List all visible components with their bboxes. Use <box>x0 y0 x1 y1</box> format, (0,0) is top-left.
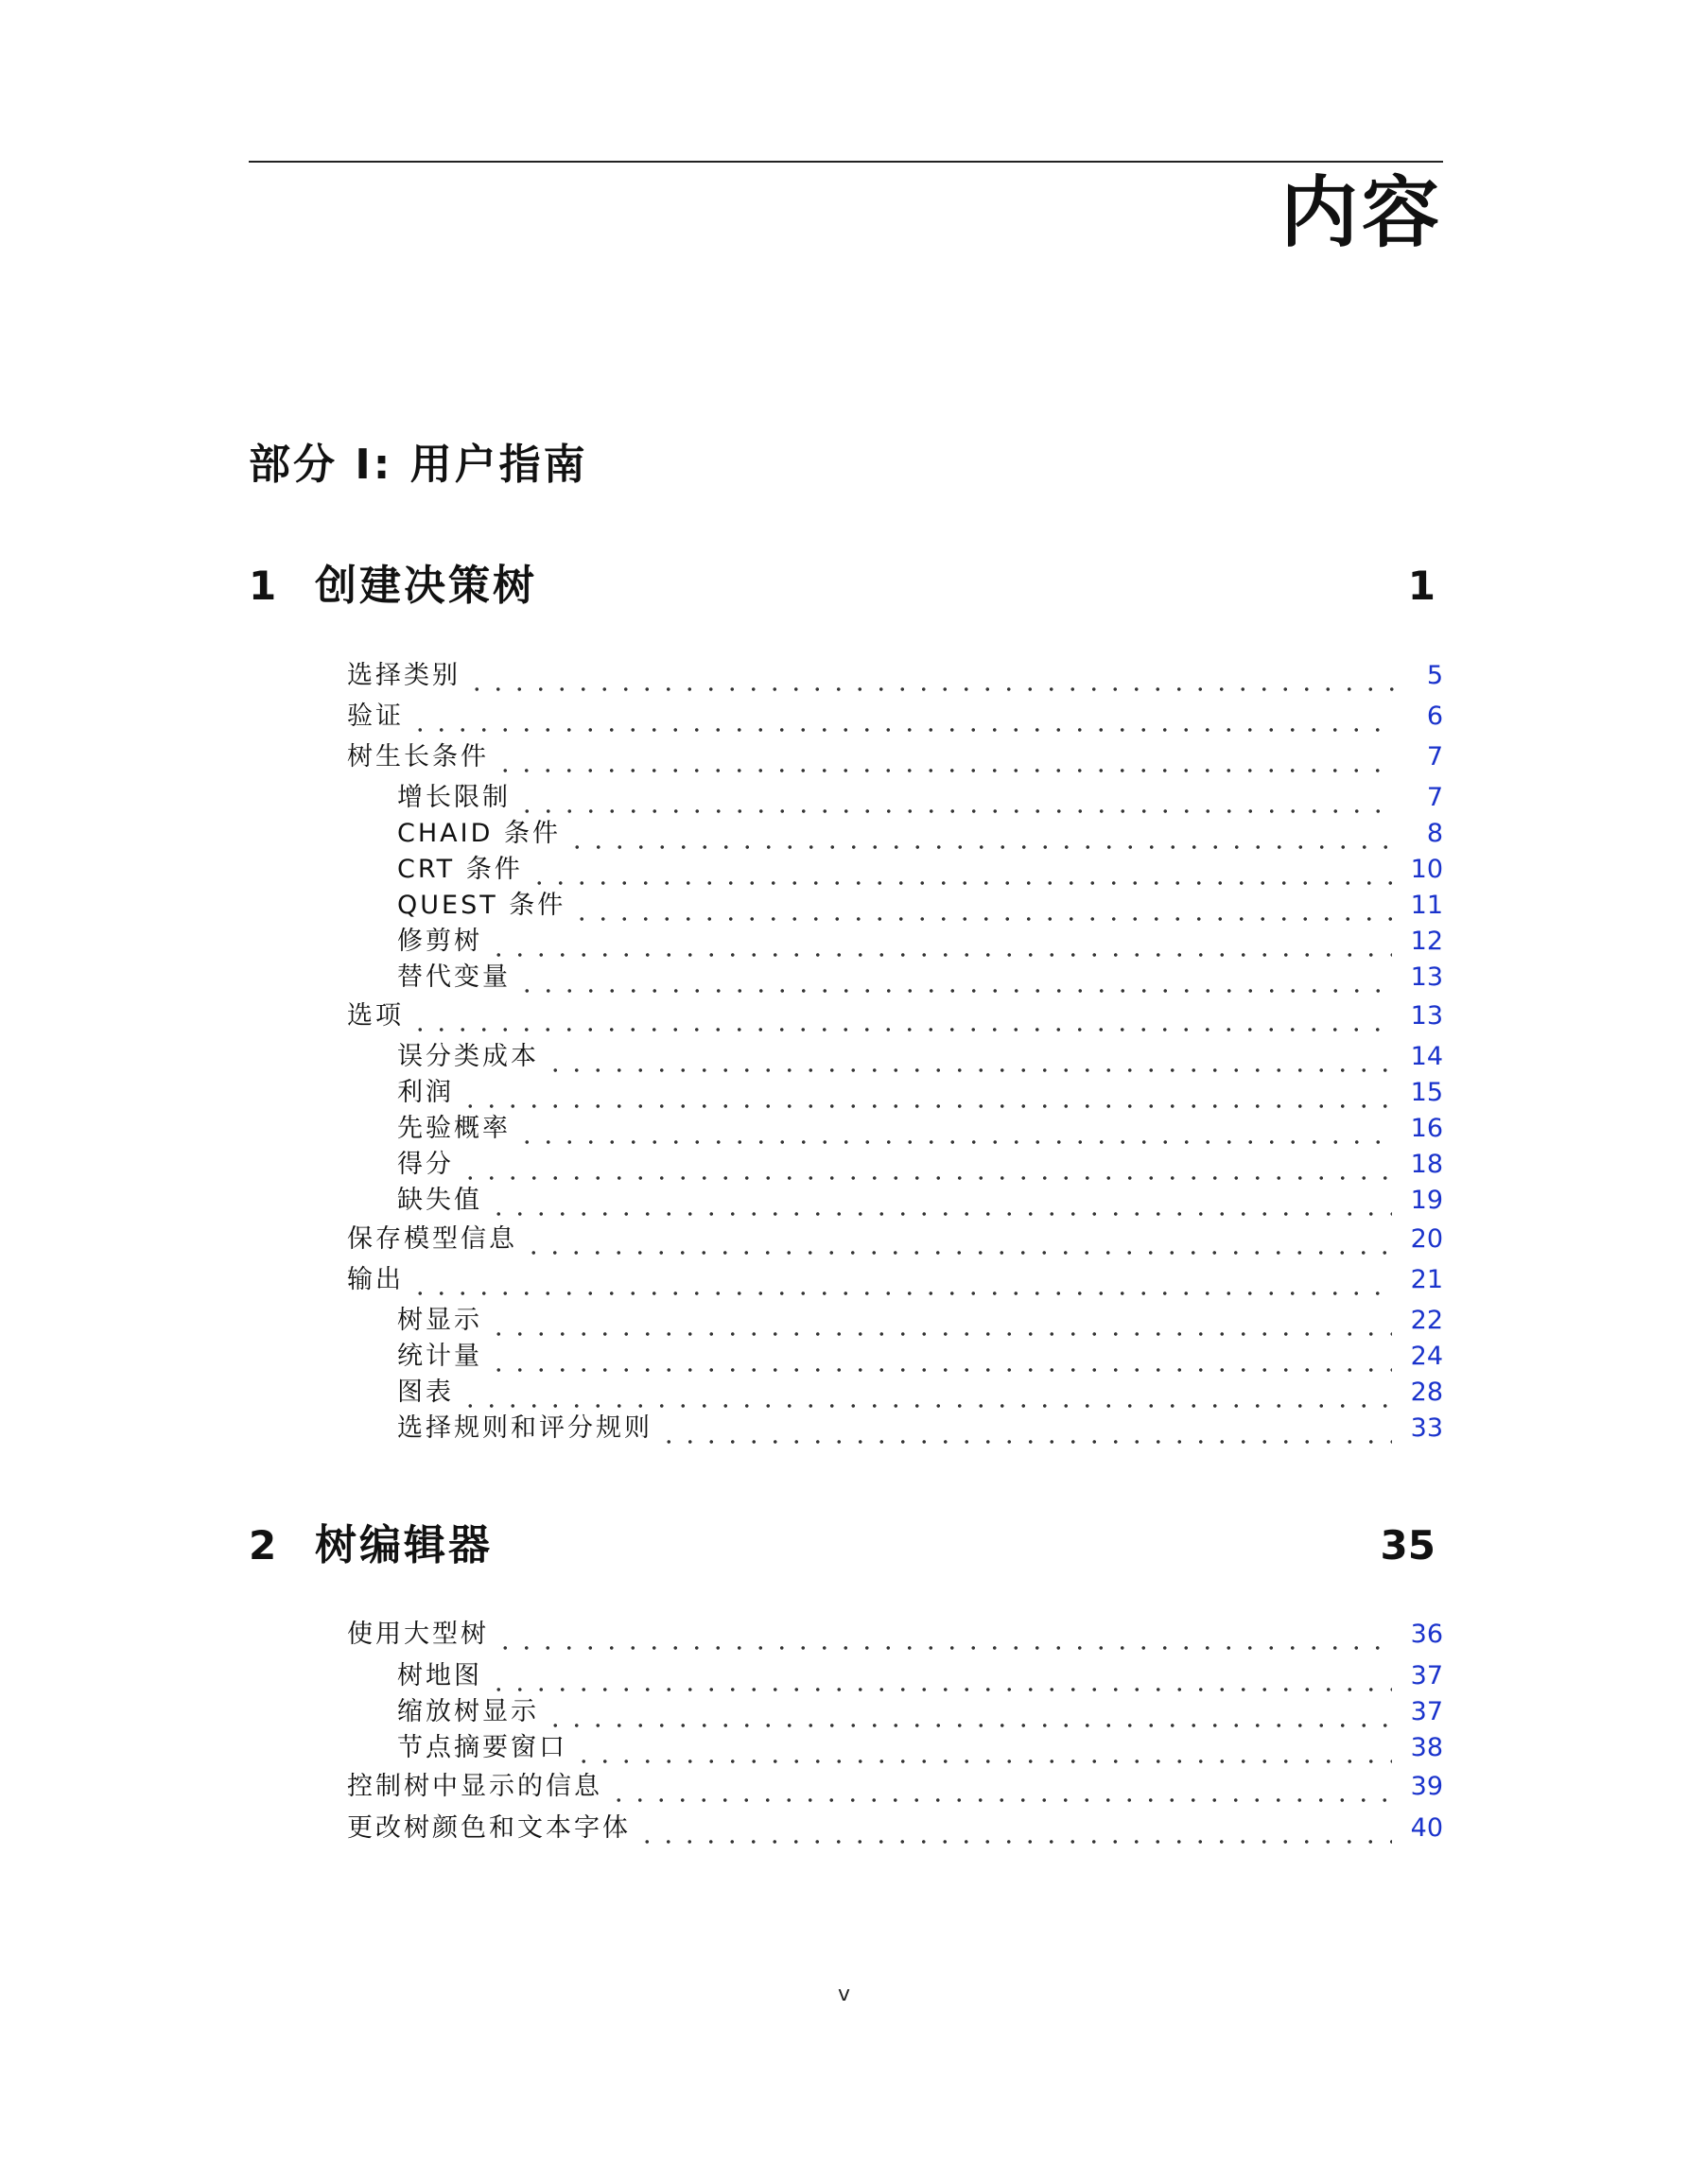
dot-leader <box>460 1076 1392 1110</box>
toc-subentry[interactable] <box>397 1076 1443 1110</box>
toc-entry-label: 选择类别 <box>347 661 461 690</box>
toc-entry-label: 更改树颜色和文本字体 <box>347 1813 631 1843</box>
dot-leader <box>516 961 1392 995</box>
dot-leader <box>409 999 1392 1033</box>
toc-page-link[interactable]: 21 <box>1410 1265 1443 1294</box>
toc-subentry[interactable] <box>397 1112 1443 1146</box>
toc-page-link[interactable]: 18 <box>1410 1150 1443 1179</box>
dot-leader <box>658 1412 1392 1446</box>
toc-page-link[interactable]: 38 <box>1410 1733 1443 1762</box>
dot-leader <box>488 925 1392 959</box>
part-title: 部分 I: 用户指南 <box>249 441 588 489</box>
toc-subentry[interactable] <box>397 1376 1443 1410</box>
toc-entry-label: 树生长条件 <box>347 742 489 771</box>
dot-leader <box>488 1659 1392 1693</box>
chapter-title: 树编辑器 <box>315 1521 493 1569</box>
toc-entry-label: 选项 <box>347 1001 404 1031</box>
dot-leader <box>488 1340 1392 1374</box>
toc-entry-label: 输出 <box>347 1265 404 1294</box>
dot-leader <box>409 1263 1392 1297</box>
toc-entry[interactable] <box>347 1263 1443 1297</box>
page-number-footer: v <box>837 1983 851 2006</box>
toc-entry-label: 缺失值 <box>397 1186 482 1215</box>
dot-leader <box>488 1304 1392 1338</box>
toc-subentry[interactable] <box>397 817 1443 851</box>
toc-entry-label: 缩放树显示 <box>397 1697 539 1726</box>
toc-subentry[interactable] <box>397 1304 1443 1338</box>
toc-entry-label: 统计量 <box>397 1342 482 1371</box>
toc-page-link[interactable]: 6 <box>1426 702 1443 731</box>
toc-subentry[interactable] <box>397 1695 1443 1729</box>
toc-page-link[interactable]: 22 <box>1410 1306 1443 1335</box>
toc-entry[interactable] <box>347 1222 1443 1257</box>
toc-subentry[interactable] <box>397 781 1443 815</box>
toc-page-link[interactable]: 8 <box>1426 819 1443 848</box>
dot-leader <box>466 659 1396 693</box>
toc-subentry[interactable] <box>397 925 1443 959</box>
chapter-1-heading[interactable] <box>249 558 1443 615</box>
toc-subentry[interactable] <box>397 889 1443 923</box>
toc-entry-label: 保存模型信息 <box>347 1224 517 1254</box>
dot-leader <box>516 781 1396 815</box>
toc-page-link[interactable]: 20 <box>1410 1224 1443 1254</box>
toc-entry-label: 增长限制 <box>397 783 511 812</box>
dot-leader <box>529 853 1392 887</box>
toc-entry-label: 树显示 <box>397 1306 482 1335</box>
toc-subentry[interactable] <box>397 1412 1443 1446</box>
toc-subentry[interactable] <box>397 853 1443 887</box>
toc-entry-label: 修剪树 <box>397 927 482 956</box>
toc-page-link[interactable]: 16 <box>1410 1114 1443 1143</box>
toc-entry-label: CRT 条件 <box>397 855 523 884</box>
toc-subentry[interactable] <box>397 1148 1443 1182</box>
dot-leader <box>545 1040 1392 1074</box>
toc-page-link[interactable]: 40 <box>1410 1813 1443 1843</box>
toc-page-link[interactable]: 28 <box>1410 1378 1443 1407</box>
dot-leader <box>409 700 1396 734</box>
toc-entry-label: 误分类成本 <box>397 1042 539 1071</box>
chapter-title: 创建决策树 <box>315 562 537 610</box>
chapter-page: 35 <box>1380 1522 1436 1569</box>
dot-leader <box>523 1222 1392 1257</box>
toc-page-link[interactable]: 12 <box>1410 927 1443 956</box>
toc-page-link[interactable]: 10 <box>1410 855 1443 884</box>
chapter-number: 1 <box>249 563 277 609</box>
toc-page-link[interactable]: 5 <box>1426 661 1443 690</box>
toc-page-link[interactable]: 14 <box>1410 1042 1443 1071</box>
toc-entry-label: CHAID 条件 <box>397 819 561 848</box>
toc-entry-label: 图表 <box>397 1378 454 1407</box>
toc-entry[interactable] <box>347 1811 1443 1846</box>
toc-page-link[interactable]: 36 <box>1410 1620 1443 1649</box>
toc-page-link[interactable]: 7 <box>1426 783 1443 812</box>
toc-entry-label: 得分 <box>397 1150 454 1179</box>
toc-entry-label: 控制树中显示的信息 <box>347 1772 602 1801</box>
toc-page-link[interactable]: 11 <box>1410 891 1443 920</box>
dot-leader <box>608 1770 1392 1804</box>
toc-subentry[interactable] <box>397 1659 1443 1693</box>
toc-entry-label: 先验概率 <box>397 1114 511 1143</box>
toc-entry[interactable] <box>347 740 1443 774</box>
chapter-page: 1 <box>1407 563 1436 609</box>
toc-page-link[interactable]: 37 <box>1410 1697 1443 1726</box>
toc-entry[interactable] <box>347 999 1443 1033</box>
toc-page-link[interactable]: 24 <box>1410 1342 1443 1371</box>
dot-leader <box>495 1618 1392 1652</box>
toc-entry[interactable] <box>347 700 1443 734</box>
toc-entry[interactable] <box>347 1618 1443 1652</box>
toc-entry[interactable] <box>347 1770 1443 1804</box>
dot-leader <box>636 1811 1392 1846</box>
toc-entry-label: 节点摘要窗口 <box>397 1733 567 1762</box>
toc-page-link[interactable]: 13 <box>1410 962 1443 992</box>
toc-entry-label: QUEST 条件 <box>397 891 566 920</box>
toc-subentry[interactable] <box>397 1040 1443 1074</box>
toc-page-link[interactable]: 19 <box>1410 1186 1443 1215</box>
toc-subentry[interactable] <box>397 1340 1443 1374</box>
toc-subentry[interactable] <box>397 1184 1443 1218</box>
toc-entry-label: 替代变量 <box>397 962 511 992</box>
toc-entry-label: 树地图 <box>397 1661 482 1690</box>
toc-page-link[interactable]: 13 <box>1410 1001 1443 1031</box>
dot-leader <box>566 817 1396 851</box>
toc-entry[interactable] <box>347 659 1443 693</box>
dot-leader <box>460 1148 1392 1182</box>
dot-leader <box>488 1184 1392 1218</box>
toc-entry-label: 使用大型树 <box>347 1620 489 1649</box>
toc-subentry[interactable] <box>397 1731 1443 1765</box>
toc-page-link[interactable]: 37 <box>1410 1661 1443 1690</box>
toc-entry-label: 选择规则和评分规则 <box>397 1413 653 1443</box>
dot-leader <box>495 740 1396 774</box>
page-title: 内容 <box>1279 168 1443 258</box>
toc-entry-label: 验证 <box>347 702 404 731</box>
dot-leader <box>545 1695 1392 1729</box>
toc-subentry[interactable] <box>397 961 1443 995</box>
chapter-2-heading[interactable] <box>249 1517 1443 1574</box>
toc-page-link[interactable]: 39 <box>1410 1772 1443 1801</box>
toc-page-link[interactable]: 7 <box>1426 742 1443 771</box>
dot-leader <box>516 1112 1392 1146</box>
dot-leader <box>573 1731 1392 1765</box>
dot-leader <box>571 889 1391 923</box>
dot-leader <box>460 1376 1392 1410</box>
toc-page-link[interactable]: 33 <box>1410 1413 1443 1443</box>
toc-page-link[interactable]: 15 <box>1410 1078 1443 1107</box>
toc-entry-label: 利润 <box>397 1078 454 1107</box>
chapter-number: 2 <box>249 1522 277 1569</box>
header-rule <box>249 161 1443 163</box>
